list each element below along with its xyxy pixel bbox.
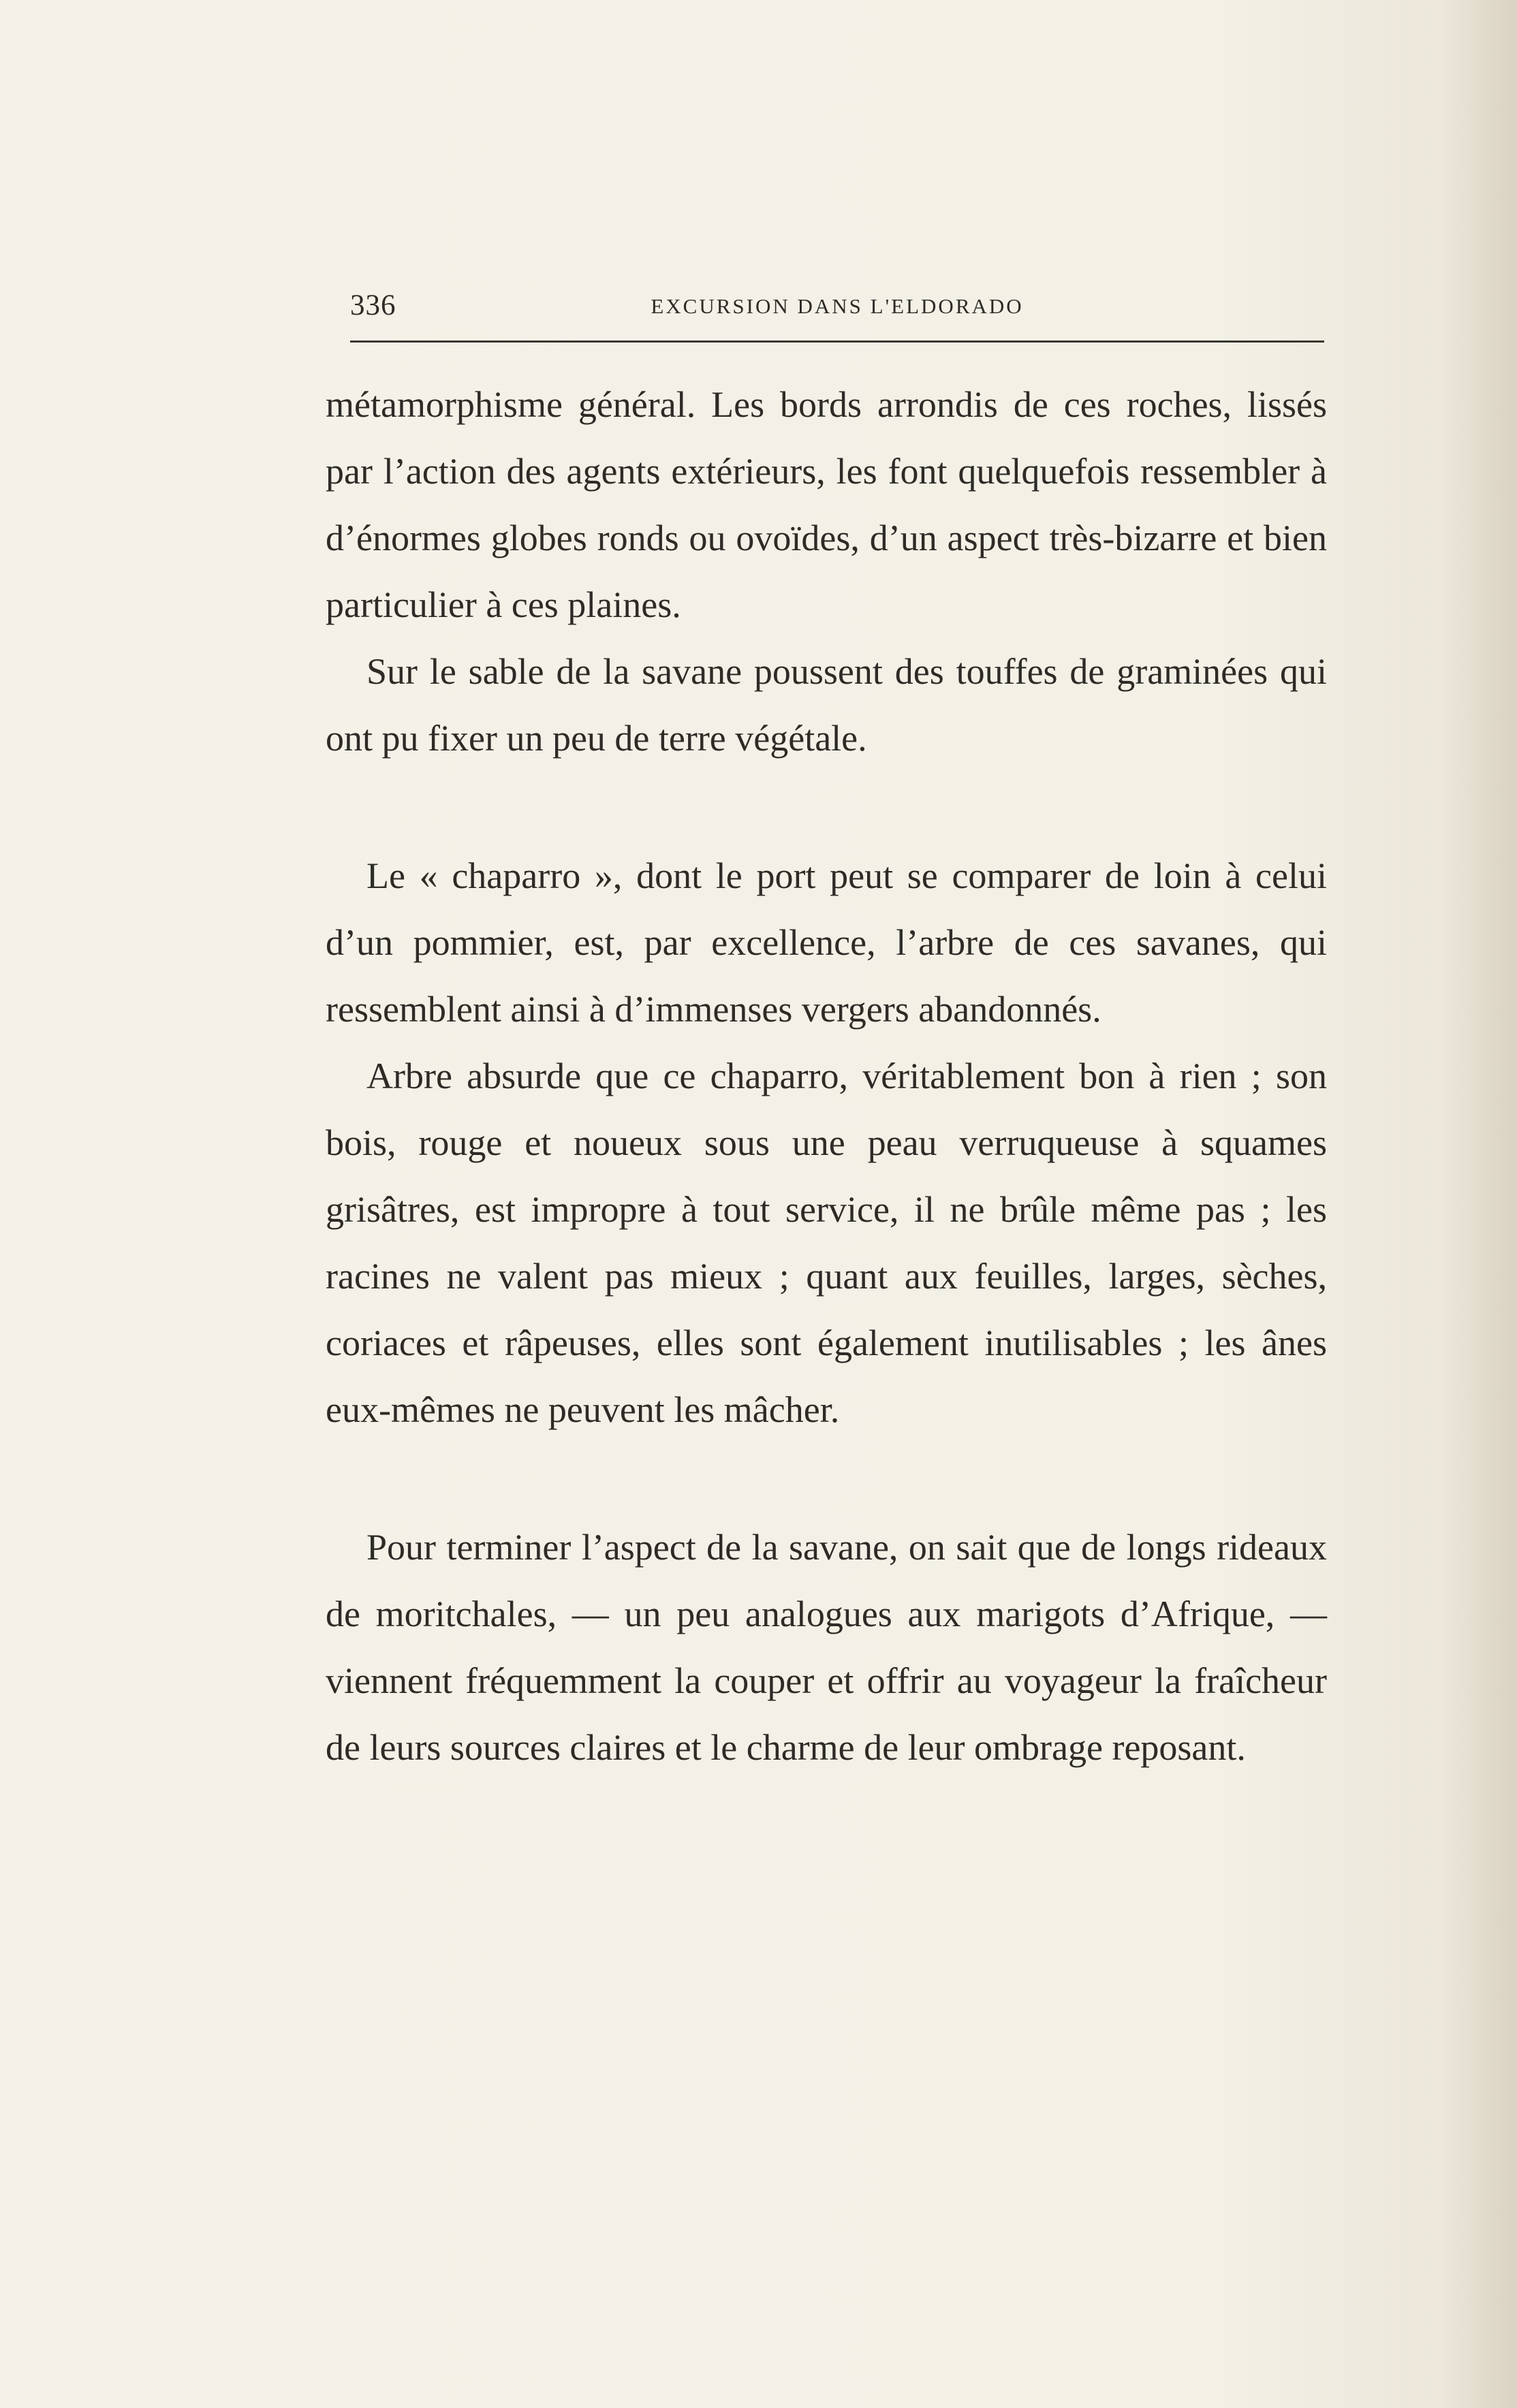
paragraph-3: Le « chaparro », dont le port peut se comparer de loin à celui d’un pommier, est, par excellence, l’arbre de ces savanes, qui ressemblent ainsi à d’immenses vergers abandonnés. bbox=[326, 855, 1327, 1030]
page-number: 336 bbox=[350, 289, 396, 321]
paragraph-1: métamorphisme général. Les bords arrondis de ces roches, lissés par l’action des agents extérieurs, les font quelquefois ressembler à d’énormes globes ronds ou ovoïdes, d’un aspect très-bizarre et bien particulier à ces plaines. bbox=[326, 384, 1327, 625]
paragraph-2: Sur le sable de la savane poussent des touffes de graminées qui ont pu fixer un peu de terre végétale. bbox=[326, 651, 1327, 759]
header-rule bbox=[350, 340, 1324, 343]
running-head bbox=[350, 289, 1324, 330]
paragraph-4: Arbre absurde que ce chaparro, véritablement bon à rien ; son bois, rouge et noueux sous une peau verruqueuse à squames grisâtres, est impropre à tout service, il ne brûle même pas ; les racines ne valent pas mieux ; quant aux feuilles, larges, sèches, coriaces et râpeuses, elles sont également inutilisables ; les ânes eux-mêmes ne peuvent les mâcher. bbox=[326, 1056, 1327, 1430]
body-text bbox=[326, 371, 1327, 1781]
running-title: EXCURSION DANS L'ELDORADO bbox=[651, 294, 1024, 318]
paragraph-5: Pour terminer l’aspect de la savane, on sait que de longs rideaux de moritchales, — un peu analogues aux marigots d’Afrique, — viennent fréquemment la couper et offrir au voyageur la fraîcheur de leurs sources claires et le charme de leur ombrage reposant. bbox=[326, 1527, 1327, 1768]
